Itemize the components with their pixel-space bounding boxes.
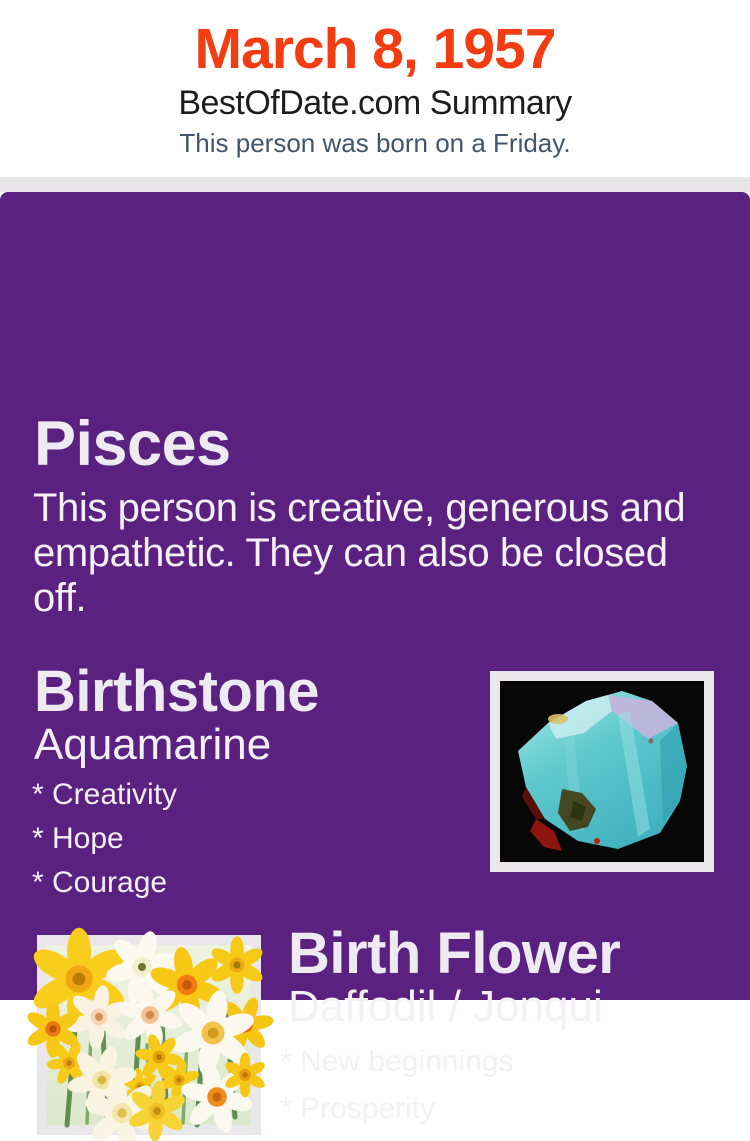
birth-flower-photo [37, 935, 261, 1135]
birthstone-photo [490, 671, 714, 872]
page-title: March 8, 1957 [194, 17, 556, 81]
aquamarine-stone-image [500, 681, 704, 862]
zodiac-sign-heading: Pisces [34, 409, 231, 479]
birthstone-trait: * Hope [32, 822, 124, 855]
birthstone-trait: * Courage [32, 866, 168, 899]
birthstone-trait: * Creativity [32, 778, 178, 811]
birthstone-heading: Birthstone [34, 659, 319, 724]
birth-flower-heading: Birth Flower [288, 921, 621, 986]
daffodil-flowers-image [47, 945, 251, 1125]
birth-flower-trait-list [280, 1047, 513, 1141]
divider-band [0, 177, 750, 192]
birthstone-name: Aquamarine [34, 720, 272, 769]
zodiac-description: This person is creative, generous and empathetic. They can also be closed off. [33, 486, 686, 620]
site-summary-title: BestOfDate.com Summary [178, 84, 572, 122]
birth-flower-name: Daffodil / Jonqui [288, 982, 603, 1031]
born-day-note: This person was born on a Friday. [179, 128, 571, 158]
summary-card [0, 192, 750, 1125]
birthstone-trait-list [32, 780, 177, 912]
birth-flower-trait: * New beginnings [280, 1045, 514, 1078]
birth-flower-trait: * Prosperity [280, 1092, 436, 1125]
